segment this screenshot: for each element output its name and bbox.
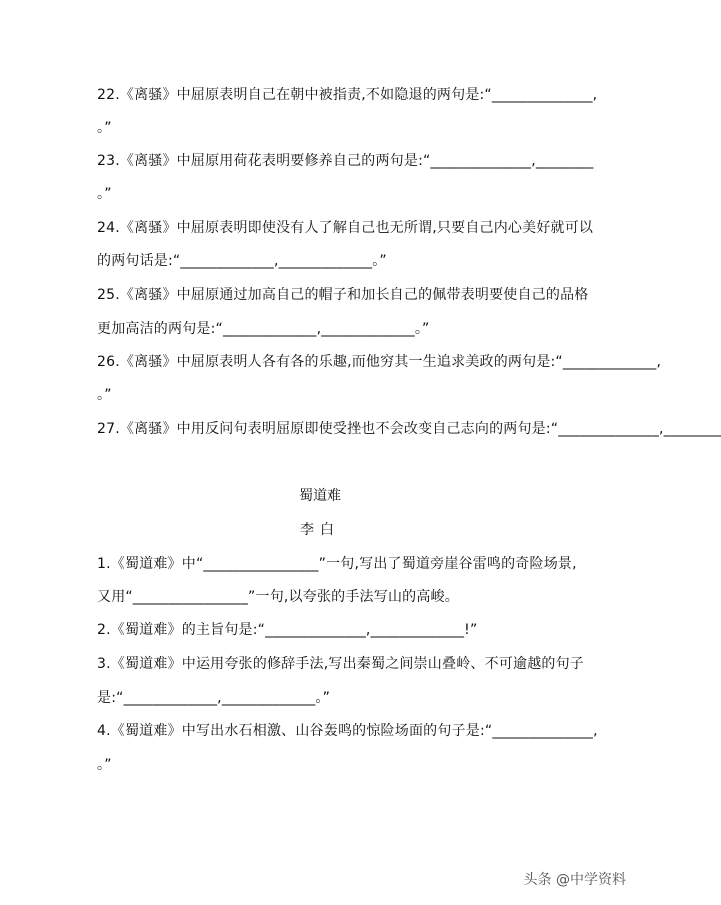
watermark: 头条 @中学资料 <box>523 872 626 888</box>
question-22-line-1: 22.《离骚》中屈原表明自己在朝中被指责,不如隐退的两句是:“______________, <box>97 87 598 103</box>
question-27-line-1: 27.《离骚》中用反问句表明屈原即使受挫也不会改变自己志向的两句是:“______________,________ <box>97 421 721 437</box>
question-23-line-2: 。” <box>97 186 112 202</box>
shudao-question-3-line-2: 是:“_____________,_____________。” <box>97 690 331 706</box>
shudao-question-1-line-1: 1.《蜀道难》中“________________”一句,写出了蜀道旁崖谷雷鸣的奇险场景, <box>97 556 577 572</box>
question-24-line-2: 的两句话是:“_____________,_____________。” <box>97 253 387 269</box>
question-26-line-1: 26.《离骚》中屈原表明人各有各的乐趣,而他穷其一生追求美政的两句是:“_____________, <box>97 354 662 370</box>
question-23-line-1: 23.《离骚》中屈原用荷花表明要修养自己的两句是:“______________,________ <box>97 153 594 169</box>
shudao-question-1-line-2: 又用“________________”一句,以夸张的手法写山的高峻。 <box>97 589 459 605</box>
shudao-question-2: 2.《蜀道难》的主旨句是:“______________,_____________!” <box>97 622 478 638</box>
shudao-question-3-line-1: 3.《蜀道难》中运用夸张的修辞手法,写出秦蜀之间崇山叠岭、不可逾越的句子 <box>97 656 585 672</box>
section-author: 李白 <box>300 522 340 538</box>
shudao-question-4-line-1: 4.《蜀道难》中写出水石相激、山谷轰鸣的惊险场面的句子是:“______________, <box>97 723 598 739</box>
question-26-line-2: 。” <box>97 387 112 403</box>
question-22-line-2: 。” <box>97 120 112 136</box>
question-24-line-1: 24.《离骚》中屈原表明即使没有人了解自己也无所谓,只要自己内心美好就可以 <box>97 220 594 236</box>
shudao-question-4-line-2: 。” <box>97 757 112 773</box>
section-title: 蜀道难 <box>299 488 341 504</box>
question-25-line-1: 25.《离骚》中屈原通过加高自己的帽子和加长自己的佩带表明要使自己的品格 <box>97 287 589 303</box>
question-25-line-2: 更加高洁的两句是:“_____________,_____________。” <box>97 321 430 337</box>
